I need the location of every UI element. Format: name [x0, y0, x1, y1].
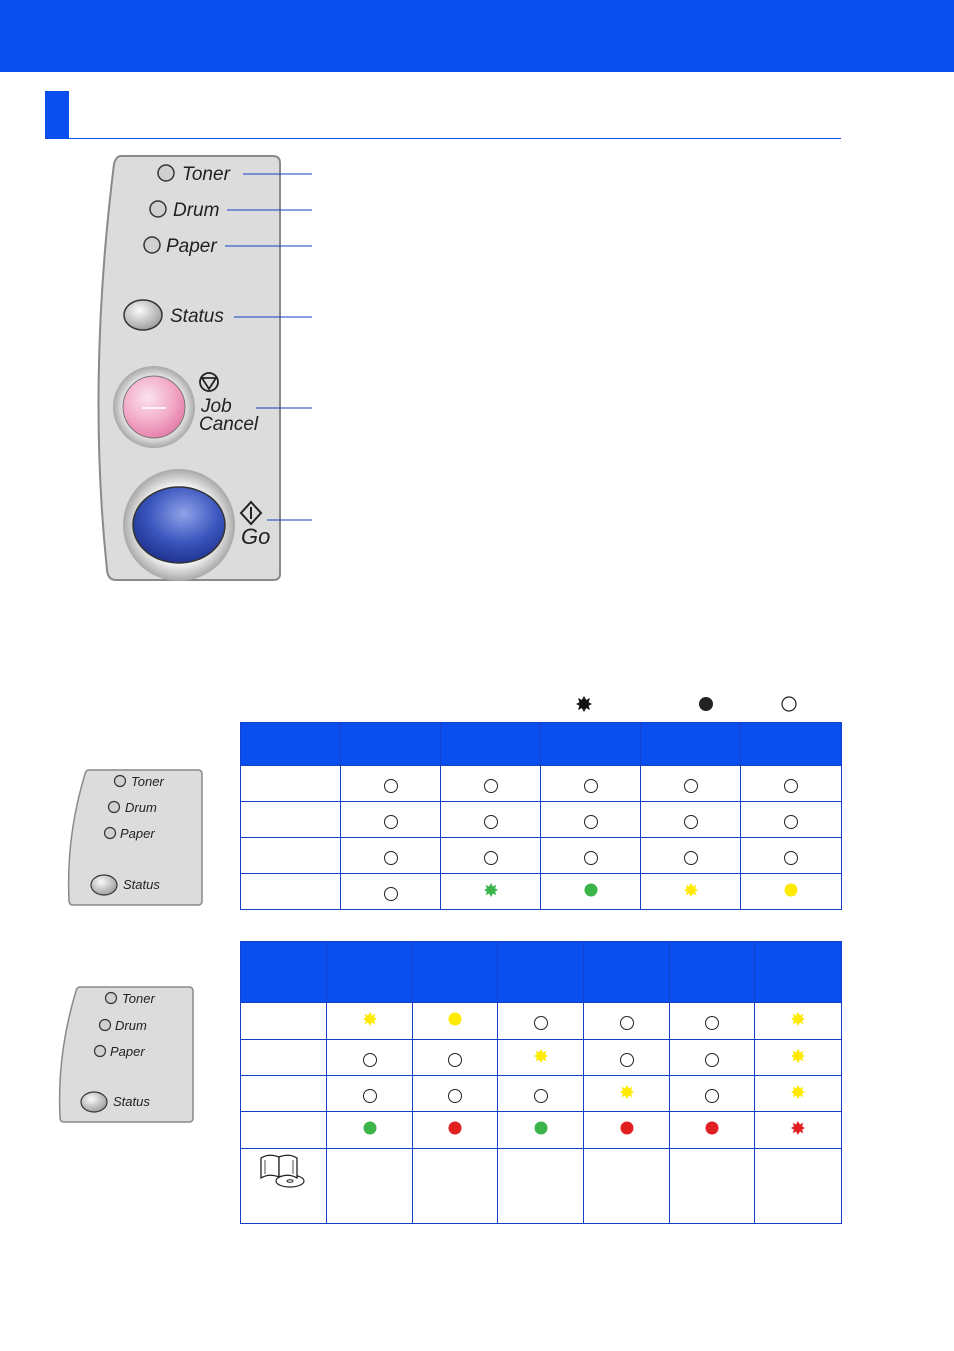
paper-led-icon	[144, 237, 160, 253]
led-off-icon	[582, 813, 600, 831]
led-blink-yellow-icon	[618, 1083, 636, 1101]
led-off-icon	[532, 1087, 550, 1105]
led-off-icon	[682, 777, 700, 795]
led-off-icon	[382, 885, 400, 903]
mini1-paper-label: Paper	[120, 826, 155, 841]
led-off-icon	[618, 1014, 636, 1032]
blank-cell	[498, 1149, 584, 1224]
blank-cell	[327, 1149, 413, 1224]
led-off-icon	[532, 1014, 550, 1032]
header-cell	[670, 942, 755, 1003]
led-on-red-icon	[618, 1119, 636, 1137]
led-state-cell	[755, 1040, 842, 1076]
led-state-cell	[755, 1076, 842, 1112]
row-label-cell	[241, 838, 341, 874]
led-state-cell	[670, 1112, 755, 1149]
led-state-cell	[441, 802, 541, 838]
led-state-cell	[341, 838, 441, 874]
header-cell	[341, 723, 441, 766]
led-state-cell	[641, 874, 741, 910]
mini-panel-1	[66, 767, 206, 909]
on-icon	[699, 697, 713, 711]
led-state-cell	[584, 1003, 670, 1040]
led-state-cell	[327, 1040, 413, 1076]
row-label-cell	[241, 1003, 327, 1040]
status-button-icon	[81, 1092, 107, 1112]
mini2-drum-label: Drum	[115, 1018, 147, 1033]
led-on-yellow-icon	[782, 881, 800, 899]
status-label: Status	[170, 306, 224, 327]
led-state-cell	[413, 1040, 498, 1076]
led-blink-yellow-icon	[682, 881, 700, 899]
led-on-green-icon	[582, 881, 600, 899]
led-off-icon	[682, 849, 700, 867]
led-state-cell	[641, 802, 741, 838]
blank-cell	[755, 1149, 842, 1224]
go-label: Go	[241, 524, 271, 549]
led-off-icon	[382, 813, 400, 831]
led-state-cell	[755, 1003, 842, 1040]
led-state-cell	[755, 1112, 842, 1149]
off-icon	[782, 697, 796, 711]
led-blink-yellow-icon	[789, 1047, 807, 1065]
led-off-icon	[703, 1051, 721, 1069]
led-state-cell	[741, 802, 842, 838]
led-state-cell	[413, 1076, 498, 1112]
led-state-cell	[413, 1003, 498, 1040]
led-blink-yellow-icon	[361, 1010, 379, 1028]
led-state-cell	[327, 1003, 413, 1040]
header-cell	[241, 723, 341, 766]
led-table-2	[240, 941, 842, 1224]
led-blink-red-icon	[789, 1119, 807, 1137]
led-off-icon	[361, 1087, 379, 1105]
table-header-row	[241, 942, 842, 1003]
led-off-icon	[382, 849, 400, 867]
led-on-red-icon	[446, 1119, 464, 1137]
row-label-cell	[241, 1076, 327, 1112]
led-state-cell	[541, 874, 641, 910]
led-off-icon	[618, 1051, 636, 1069]
status-button[interactable]	[124, 300, 162, 330]
header-cell	[755, 942, 842, 1003]
led-blink-yellow-icon	[789, 1010, 807, 1028]
table-row	[241, 1149, 842, 1224]
mini1-drum-label: Drum	[125, 800, 157, 815]
table-row	[241, 838, 842, 874]
toner-led-icon	[158, 165, 174, 181]
header-cell	[741, 723, 842, 766]
led-state-cell	[498, 1040, 584, 1076]
led-state-cell	[641, 838, 741, 874]
led-on-yellow-icon	[446, 1010, 464, 1028]
led-on-red-icon	[703, 1119, 721, 1137]
led-off-icon	[482, 849, 500, 867]
row-label-cell	[241, 874, 341, 910]
callout-lines	[220, 160, 320, 540]
header-cell	[541, 723, 641, 766]
led-off-icon	[582, 777, 600, 795]
led-on-green-icon	[361, 1119, 379, 1137]
led-state-cell	[327, 1112, 413, 1149]
header-cell	[498, 942, 584, 1003]
drum-led-icon	[100, 1020, 111, 1031]
job-label: Job	[201, 396, 232, 417]
row-label-cell	[241, 802, 341, 838]
led-state-cell	[541, 838, 641, 874]
header-cell	[241, 942, 327, 1003]
led-state-cell	[670, 1040, 755, 1076]
led-off-icon	[482, 813, 500, 831]
legend	[570, 691, 810, 717]
led-off-icon	[361, 1051, 379, 1069]
section-marker	[45, 91, 69, 139]
header-cell	[327, 942, 413, 1003]
led-off-icon	[782, 813, 800, 831]
led-state-cell	[584, 1076, 670, 1112]
row-label-cell	[241, 1040, 327, 1076]
drum-led-icon	[109, 802, 120, 813]
led-state-cell	[441, 874, 541, 910]
table-row	[241, 1076, 842, 1112]
led-state-cell	[413, 1112, 498, 1149]
table-header-row	[241, 723, 842, 766]
table-row	[241, 802, 842, 838]
led-state-cell	[341, 802, 441, 838]
row-label-cell	[241, 1112, 327, 1149]
led-state-cell	[584, 1040, 670, 1076]
led-state-cell	[584, 1112, 670, 1149]
header-cell	[641, 723, 741, 766]
book-cd-icon	[257, 1150, 311, 1192]
led-state-cell	[327, 1076, 413, 1112]
table-row	[241, 874, 842, 910]
job-cancel-button[interactable]	[113, 366, 195, 448]
cancel-label: Cancel	[199, 414, 259, 435]
led-on-green-icon	[532, 1119, 550, 1137]
led-state-cell	[498, 1003, 584, 1040]
header-cell	[413, 942, 498, 1003]
reference-cell	[241, 1149, 327, 1224]
table-row	[241, 1040, 842, 1076]
toner-label: Toner	[182, 164, 230, 185]
led-off-icon	[446, 1051, 464, 1069]
paper-led-icon	[95, 1046, 106, 1057]
header-bar	[0, 0, 954, 72]
led-table-1	[240, 722, 842, 910]
blink-icon	[576, 696, 592, 712]
led-state-cell	[741, 874, 842, 910]
mini2-toner-label: Toner	[122, 991, 155, 1006]
led-blink-yellow-icon	[789, 1083, 807, 1101]
led-state-cell	[670, 1076, 755, 1112]
led-state-cell	[341, 874, 441, 910]
blank-cell	[670, 1149, 755, 1224]
led-state-cell	[441, 766, 541, 802]
led-state-cell	[341, 766, 441, 802]
led-blink-green-icon	[482, 881, 500, 899]
row-label-cell	[241, 766, 341, 802]
led-off-icon	[703, 1087, 721, 1105]
led-off-icon	[382, 777, 400, 795]
drum-led-icon	[150, 201, 166, 217]
mini1-toner-label: Toner	[131, 774, 164, 789]
led-state-cell	[670, 1003, 755, 1040]
mini2-paper-label: Paper	[110, 1044, 145, 1059]
led-state-cell	[498, 1112, 584, 1149]
led-off-icon	[782, 849, 800, 867]
mini2-status-label: Status	[113, 1094, 150, 1109]
drum-label: Drum	[173, 200, 220, 221]
led-state-cell	[541, 802, 641, 838]
led-state-cell	[641, 766, 741, 802]
led-state-cell	[741, 838, 842, 874]
status-button-icon	[91, 875, 117, 895]
led-state-cell	[498, 1076, 584, 1112]
go-button[interactable]	[123, 469, 235, 581]
mini-panel-2	[57, 984, 197, 1126]
blank-cell	[413, 1149, 498, 1224]
toner-led-icon	[115, 776, 126, 787]
paper-led-icon	[105, 828, 116, 839]
led-off-icon	[782, 777, 800, 795]
header-cell	[584, 942, 670, 1003]
led-blink-yellow-icon	[532, 1047, 550, 1065]
table-row	[241, 1003, 842, 1040]
header-cell	[441, 723, 541, 766]
table-row	[241, 1112, 842, 1149]
blank-cell	[584, 1149, 670, 1224]
led-state-cell	[441, 838, 541, 874]
led-state-cell	[741, 766, 842, 802]
section-rule	[45, 138, 841, 139]
toner-led-icon	[106, 993, 117, 1004]
paper-label: Paper	[166, 236, 217, 257]
led-state-cell	[541, 766, 641, 802]
led-off-icon	[582, 849, 600, 867]
mini1-status-label: Status	[123, 877, 160, 892]
table-row	[241, 766, 842, 802]
led-off-icon	[703, 1014, 721, 1032]
led-off-icon	[482, 777, 500, 795]
led-off-icon	[682, 813, 700, 831]
led-off-icon	[446, 1087, 464, 1105]
